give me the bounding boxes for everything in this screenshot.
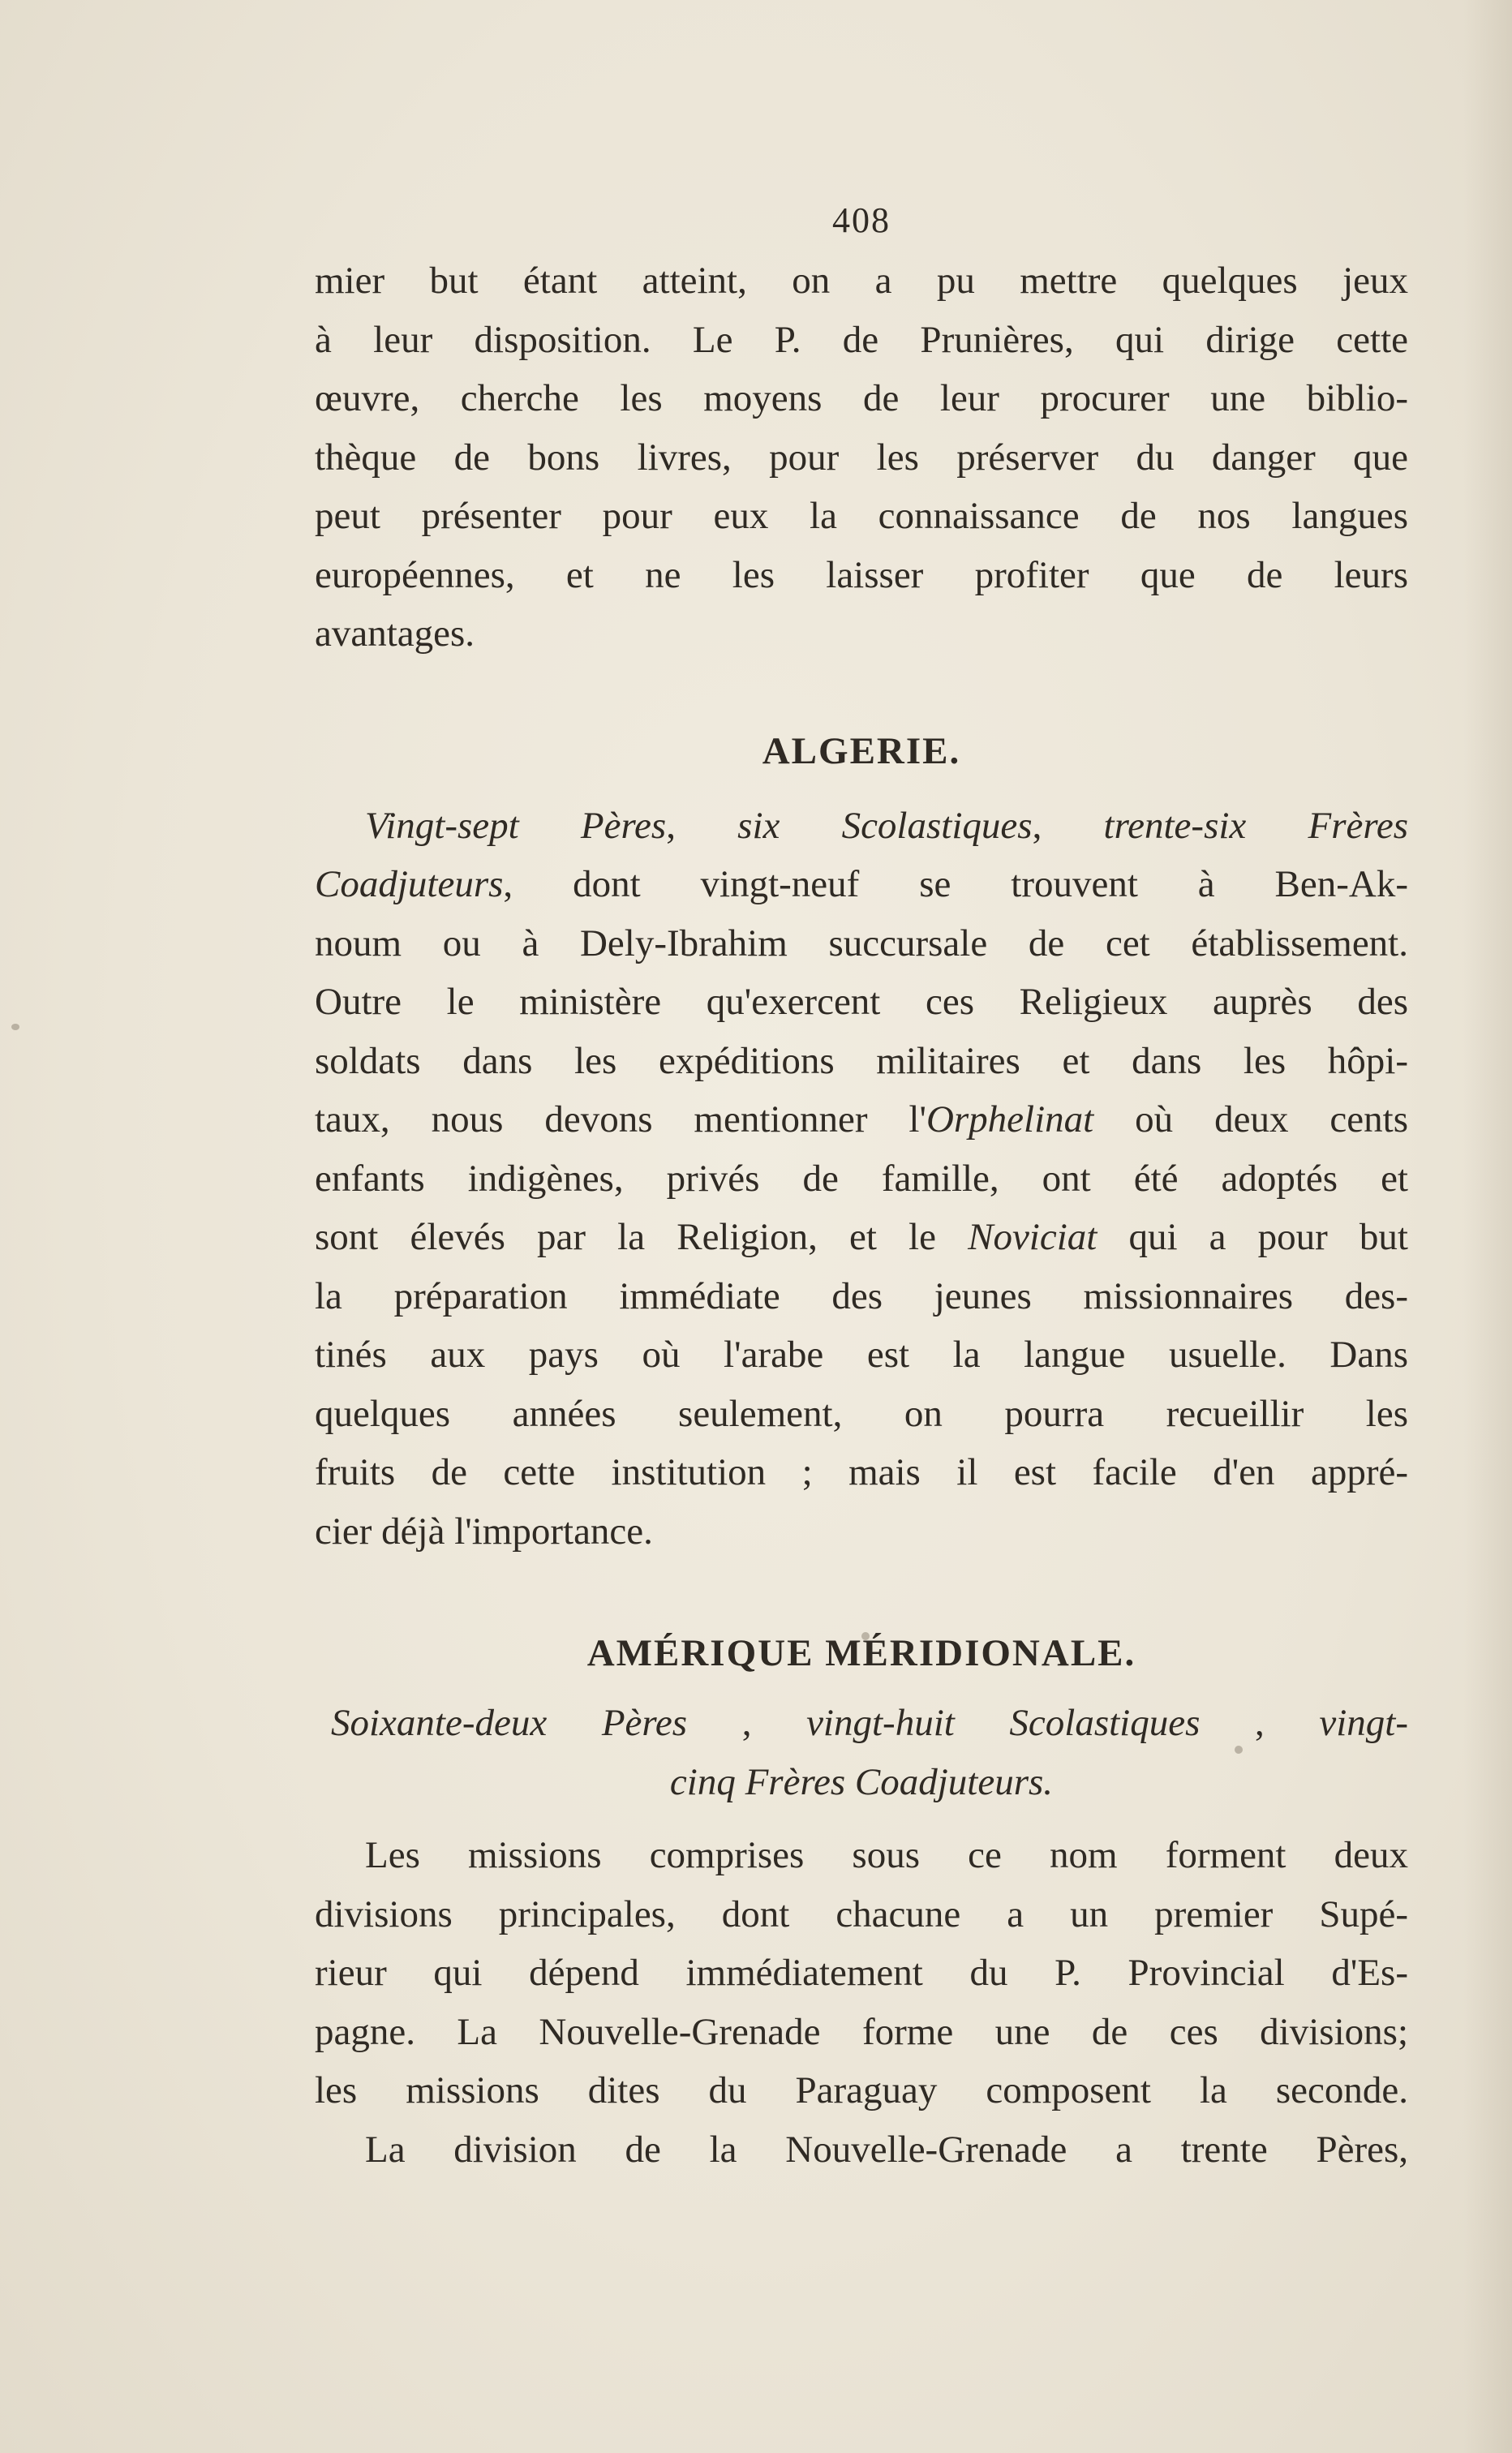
text-line: cinq Frères Coadjuteurs. — [669, 1760, 1054, 1803]
line-pre: sont élevés par la Religion, et le — [315, 1216, 969, 1258]
line-post: où deux cents — [1093, 1098, 1408, 1141]
ink-speck — [11, 1024, 19, 1030]
text-line: mier but étant atteint, on a pu mettre quelques jeux — [315, 260, 1408, 302]
amerique-paragraph-2 — [315, 2120, 1408, 2180]
text-line: avantages. — [315, 612, 475, 655]
italic-phrase: Coadjuteurs — [315, 863, 504, 905]
text-line: à leur disposition. Le P. de Prunières, qui dirige cette — [315, 318, 1408, 361]
text-line: cier déjà l'importance. — [315, 1510, 653, 1553]
intro-paragraph — [315, 251, 1408, 664]
amerique-paragraph-1 — [315, 1826, 1408, 2120]
text-line: noum ou à Dely-Ibrahim succursale de cet établissement. — [315, 921, 1408, 964]
separator: , — [666, 804, 738, 847]
text-line: européennes, et ne les laisser profiter que de leurs — [315, 553, 1408, 596]
text-line: pagne. La Nouvelle-Grenade forme une de ces divisions; — [315, 2010, 1408, 2053]
text-line: fruits de cette institution ; mais il est facile d'en appré- — [315, 1451, 1408, 1493]
italic-phrase: Vingt-sept Pères — [365, 804, 667, 847]
italic-phrase: Soixante-deux Pères — [331, 1702, 688, 1744]
text-line: rieur qui dépend immédiatement du P. Provincial d'Es- — [315, 1952, 1408, 1994]
text-line — [315, 1694, 1408, 1753]
amerique-subtitle — [315, 1694, 1408, 1811]
text-line — [315, 1090, 1408, 1149]
line-pre: taux, nous devons mentionner l' — [315, 1098, 926, 1141]
text-line: La division de la Nouvelle-Grenade a trente Pères, — [365, 2128, 1408, 2171]
text-line: œuvre, cherche les moyens de leur procurer une biblio- — [315, 377, 1408, 419]
italic-phrase: vingt-huit Scolastiques — [806, 1702, 1201, 1744]
text-line: tinés aux pays où l'arabe est la langue usuelle. Dans — [315, 1334, 1408, 1376]
text-line: thèque de bons livres, pour les préserver du danger que — [315, 436, 1408, 479]
italic-phrase: trente-six Frères — [1103, 804, 1409, 847]
section-heading-amerique: AMÉRIQUE MÉRIDIONALE. — [586, 1632, 1136, 1674]
text-block — [315, 195, 1408, 2179]
separator: , — [687, 1702, 807, 1744]
text-line — [315, 797, 1408, 856]
separator: , — [1200, 1702, 1320, 1744]
text-line: peut présenter pour eux la connaissance de nos langues — [315, 495, 1408, 537]
section-heading-algerie: ALGERIE. — [762, 729, 961, 772]
text-line: la préparation immédiate des jeunes missionnaires des- — [315, 1274, 1408, 1317]
text-line: soldats dans les expéditions militaires et dans les hôpi- — [315, 1039, 1408, 1082]
text-line: Outre le ministère qu'exercent ces Religieux auprès des — [315, 981, 1408, 1023]
text-line — [315, 855, 1408, 914]
line-post: qui a pour but — [1097, 1216, 1408, 1258]
text-line: divisions principales, dont chacune a un premier Supé- — [315, 1892, 1408, 1935]
text-line — [315, 1208, 1408, 1267]
italic-phrase: Noviciat — [968, 1216, 1097, 1258]
text-line: quelques années seulement, on pourra recueillir les — [315, 1392, 1408, 1435]
text-line: enfants indigènes, privés de famille, ont été adoptés et — [315, 1157, 1408, 1200]
italic-phrase: six Scolastiques — [737, 804, 1033, 847]
page-edge-shadow — [1463, 0, 1512, 2453]
text-line: Les missions comprises sous ce nom forment deux — [365, 1834, 1408, 1876]
text-line: les missions dites du Paraguay composent la seconde. — [315, 2069, 1408, 2111]
italic-phrase: vingt- — [1319, 1702, 1409, 1744]
separator: , — [1032, 804, 1104, 847]
page-number: 408 — [832, 200, 891, 240]
italic-phrase: Orphelinat — [926, 1098, 1094, 1141]
algerie-paragraph — [315, 797, 1408, 1562]
line-rest: , dont vingt-neuf se trouvent à Ben-Ak- — [503, 863, 1408, 905]
